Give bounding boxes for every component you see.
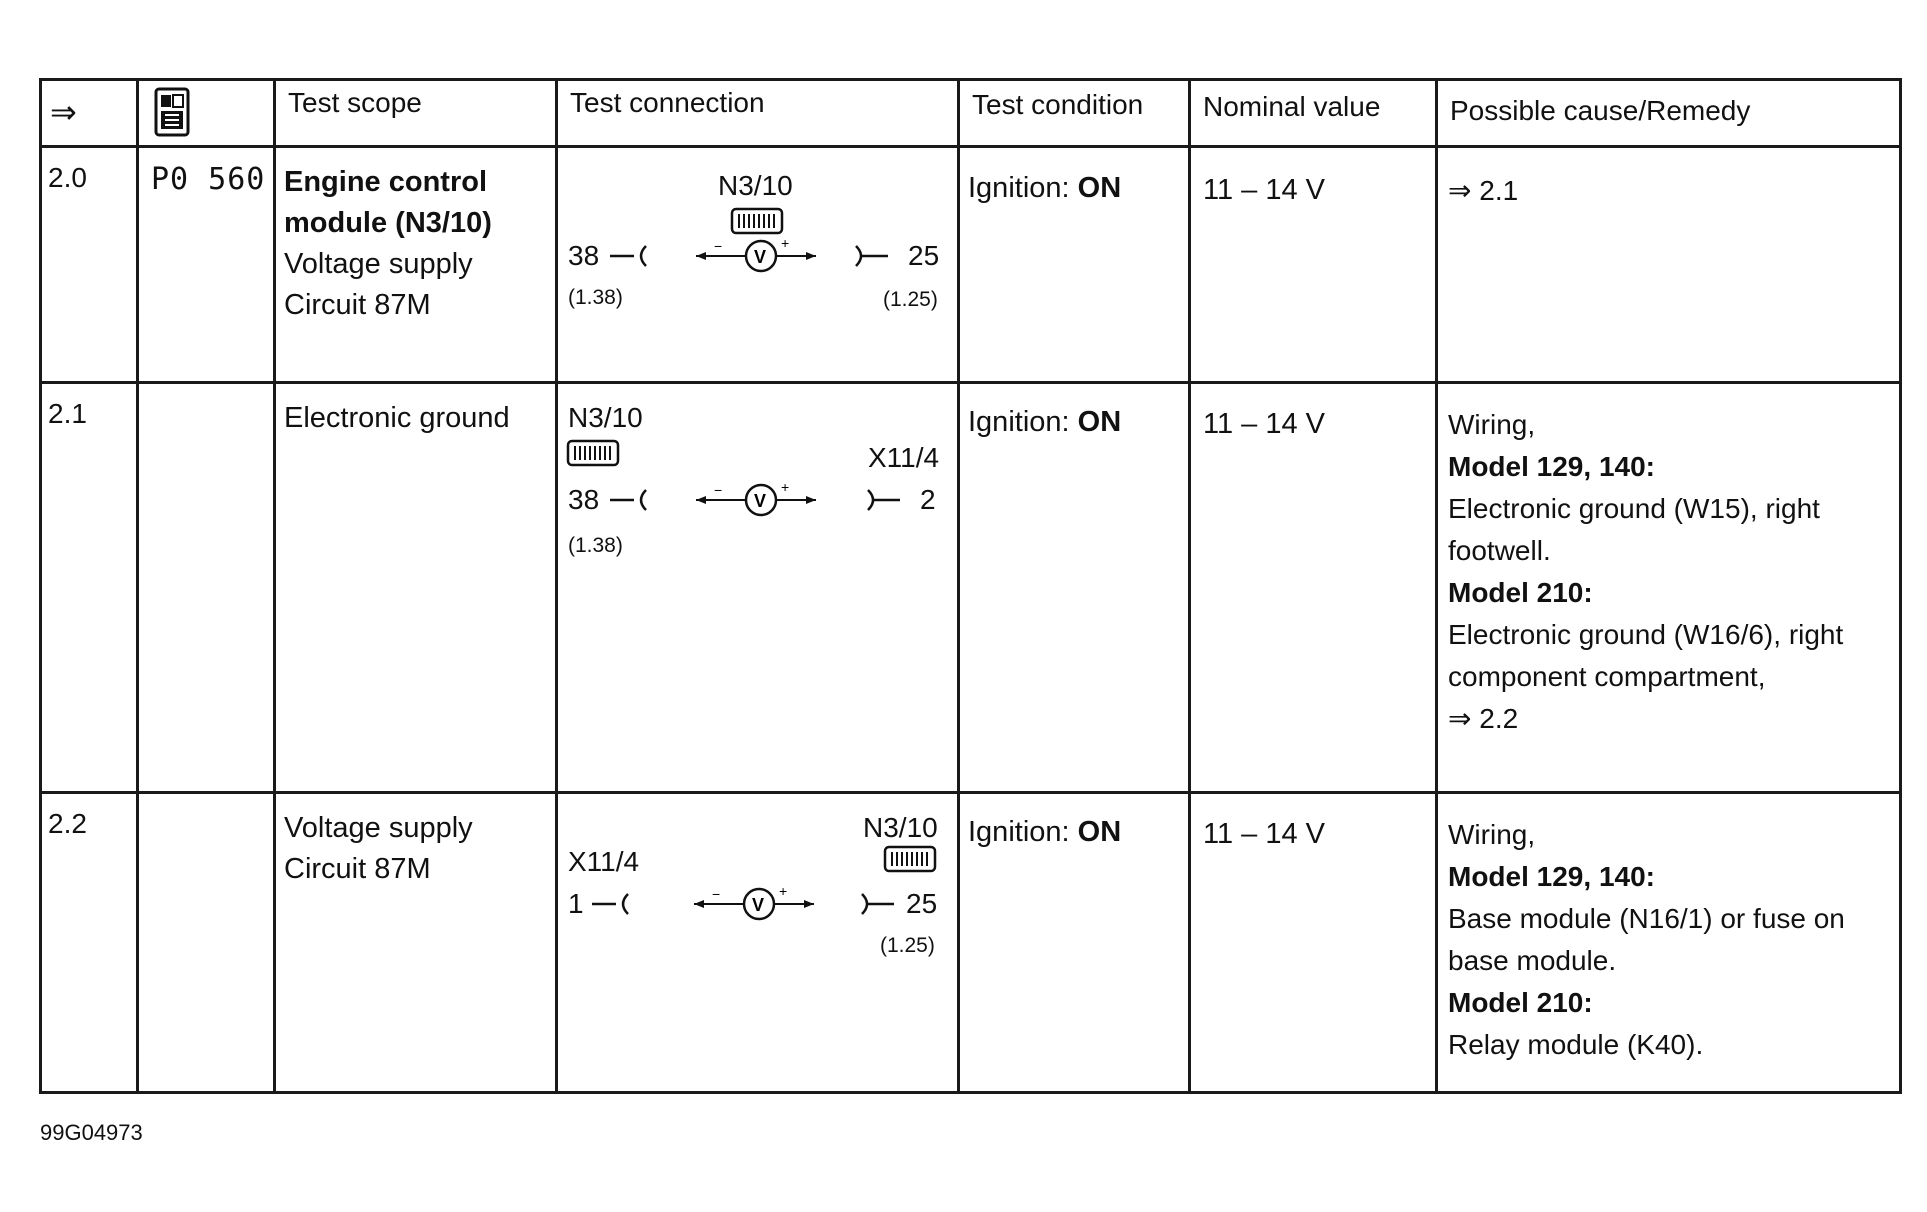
connector-icon	[566, 438, 622, 470]
svg-text:V: V	[754, 247, 767, 267]
condition-cell: Ignition: ON	[959, 147, 1190, 383]
fault-code-cell	[138, 383, 275, 793]
remedy-line: Base module (N16/1) or fuse on	[1448, 903, 1845, 934]
remedy-line: Model 210:	[1448, 987, 1593, 1018]
connection-cell	[557, 147, 959, 383]
svg-text:+: +	[781, 236, 790, 251]
svg-text:V: V	[754, 491, 767, 511]
connector-label: N3/10	[863, 812, 938, 843]
remedy-line: component compartment,	[1448, 661, 1766, 692]
remedy-cell	[1437, 147, 1901, 383]
diagnostic-table	[39, 78, 1902, 1094]
svg-text:V: V	[752, 895, 765, 915]
connector-label: N3/10	[718, 170, 793, 201]
scope-text-line: Voltage supply	[284, 812, 473, 844]
left-pin: 38	[568, 484, 600, 515]
connector-icon	[730, 206, 786, 238]
connection-cell	[557, 793, 959, 1093]
remedy-line: Model 210:	[1448, 577, 1593, 608]
connector-label: N3/10	[568, 402, 643, 433]
remedy-line: footwell.	[1448, 535, 1551, 566]
scope-title-line: Engine control	[284, 166, 487, 198]
table-row	[41, 793, 1901, 1093]
fault-code-cell	[138, 793, 275, 1093]
svg-text:+: +	[779, 884, 788, 899]
scope-text-line: Voltage supply	[284, 248, 473, 280]
nominal-cell: 11 – 14 V	[1190, 383, 1437, 793]
remedy-line: base module.	[1448, 945, 1617, 976]
remedy-line: Model 129, 140:	[1448, 451, 1655, 482]
voltmeter-icon	[588, 884, 918, 924]
header-nominal-value: Nominal value	[1190, 80, 1437, 147]
table-row	[41, 383, 1901, 793]
right-pin-ref: (1.25)	[880, 934, 935, 957]
remedy-cell	[1437, 383, 1901, 793]
remedy-line: ⇒ 2.2	[1448, 703, 1519, 734]
scope-cell	[275, 383, 557, 793]
nominal-cell: 11 – 14 V	[1190, 147, 1437, 383]
condition-cell: Ignition: ON	[959, 383, 1190, 793]
remedy-line: Electronic ground (W15), right	[1448, 493, 1820, 524]
svg-text:−: −	[714, 482, 723, 498]
document-id: 99G04973	[40, 1120, 143, 1145]
remedy-cell	[1437, 793, 1901, 1093]
header-row	[41, 80, 1901, 147]
step-cell: 2.1	[41, 383, 138, 793]
scope-text-line: Electronic ground	[284, 402, 510, 434]
left-pin: 38	[568, 240, 600, 271]
header-test-scope: Test scope	[275, 80, 557, 147]
fault-code-cell: P0 560	[138, 147, 275, 383]
header-test-connection: Test connection	[557, 80, 959, 147]
nominal-cell: 11 – 14 V	[1190, 793, 1437, 1093]
header-test-condition: Test condition	[959, 80, 1190, 147]
remedy-line: Wiring,	[1448, 819, 1536, 850]
step-cell: 2.0	[41, 147, 138, 383]
connector-label: X11/4	[568, 846, 640, 877]
remedy-line: Relay module (K40).	[1448, 1029, 1704, 1060]
scope-title-line: module (N3/10)	[284, 207, 492, 239]
table-row	[41, 147, 1901, 383]
scope-text-line: Circuit 87M	[284, 289, 431, 321]
remedy-line: Wiring,	[1448, 409, 1536, 440]
voltmeter-icon	[606, 480, 926, 520]
scope-cell	[275, 147, 557, 383]
connection-cell	[557, 383, 959, 793]
header-possible-cause: Possible cause/Remedy	[1437, 80, 1901, 147]
svg-text:−: −	[714, 238, 723, 254]
left-pin: 1	[568, 888, 584, 919]
scope-text-line: Circuit 87M	[284, 853, 431, 885]
svg-text:−: −	[712, 886, 721, 902]
condition-cell: Ignition: ON	[959, 793, 1190, 1093]
tester-icon	[153, 87, 191, 137]
left-pin-ref: (1.38)	[568, 534, 623, 557]
svg-text:+: +	[781, 480, 790, 495]
right-pin: 25	[908, 240, 940, 271]
header-tester	[138, 80, 275, 147]
voltmeter-icon	[606, 236, 926, 276]
remedy-line: Model 129, 140:	[1448, 861, 1655, 892]
left-pin-ref: (1.38)	[568, 286, 623, 309]
remedy-line: Electronic ground (W16/6), right	[1448, 619, 1844, 650]
right-pin: 25	[906, 888, 938, 919]
connector-icon	[883, 844, 939, 876]
right-pin-ref: (1.25)	[883, 288, 938, 311]
header-arrow: ⇒	[41, 80, 138, 147]
right-pin: 2	[920, 484, 936, 515]
remedy-line: ⇒ 2.1	[1448, 175, 1519, 206]
connector-label: X11/4	[868, 442, 940, 473]
step-cell: 2.2	[41, 793, 138, 1093]
scope-cell	[275, 793, 557, 1093]
